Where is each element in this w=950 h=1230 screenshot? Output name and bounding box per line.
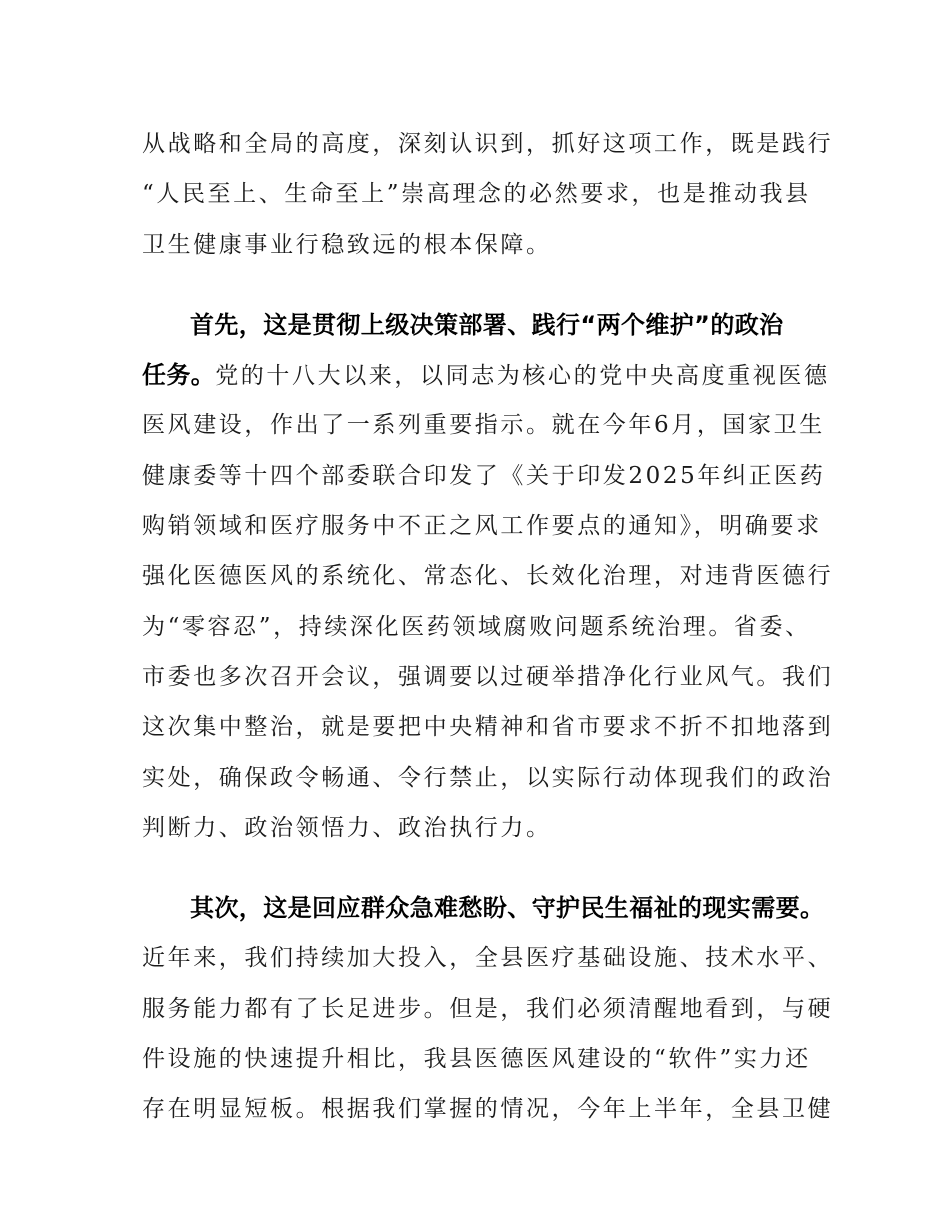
paragraph-1 (142, 124, 834, 275)
text-span: 党的十八大以来，以同志为核心的党中央高度重视医德 (215, 363, 830, 390)
paragraph-2 (142, 305, 834, 858)
text-line: 件设施的快速提升相比，我县医德医风建设的“软件”实力还 (142, 1046, 811, 1073)
paragraph-heading: 首先，这是贯彻上级决策部署、践行“两个维护”的政治 (190, 310, 784, 339)
text-line: 健康委等十四个部委联合印发了《关于印发2025年纠正医药 (142, 462, 826, 489)
text-line: 购销领域和医疗服务中不正之风工作要点的通知》，明确要求 (142, 513, 822, 540)
paragraph-heading: 其次，这是回应群众急难愁盼、守护民生福祉的现实需要。 (190, 894, 825, 923)
text-line: 卫生健康事业行稳致远的根本保障。 (142, 231, 552, 258)
text-line: 服务能力都有了长足进步。但是，我们必须清醒地看到，与硬 (142, 995, 834, 1022)
text-line: 这次集中整治，就是要把中央精神和省市要求不折不扣地落到 (142, 714, 834, 741)
text-line: 为“零容忍”，持续深化医药领域腐败问题系统治理。省委、 (142, 613, 811, 640)
text-line: “人民至上、生命至上”崇高理念的必然要求，也是推动我县 (142, 181, 811, 208)
paragraph-gap (142, 858, 814, 888)
document-page (142, 124, 834, 1140)
text-line: 判断力、政治领悟力、政治执行力。 (142, 814, 552, 841)
heading-continuation: 任务。 (142, 361, 216, 390)
text-line: 实处，确保政令畅通、令行禁止，以实际行动体现我们的政治 (142, 764, 834, 791)
paragraph-3 (142, 888, 834, 1139)
text-line: 医风建设，作出了一系列重要指示。就在今年6月，国家卫生 (142, 412, 825, 439)
paragraph-gap (142, 275, 814, 305)
text-line: 存在明显短板。根据我们掌握的情况，今年上半年，全县卫健 (142, 1096, 834, 1123)
text-line: 从战略和全局的高度，深刻认识到，抓好这项工作，既是践行 (142, 131, 834, 157)
text-line: 近年来，我们持续加大投入，全县医疗基础设施、技术水平、 (142, 945, 834, 972)
text-line (142, 355, 830, 405)
text-line: 强化医德医风的系统化、常态化、长效化治理，对违背医德行 (142, 563, 834, 590)
text-line: 市委也多次召开会议，强调要以过硬举措净化行业风气。我们 (142, 663, 834, 690)
